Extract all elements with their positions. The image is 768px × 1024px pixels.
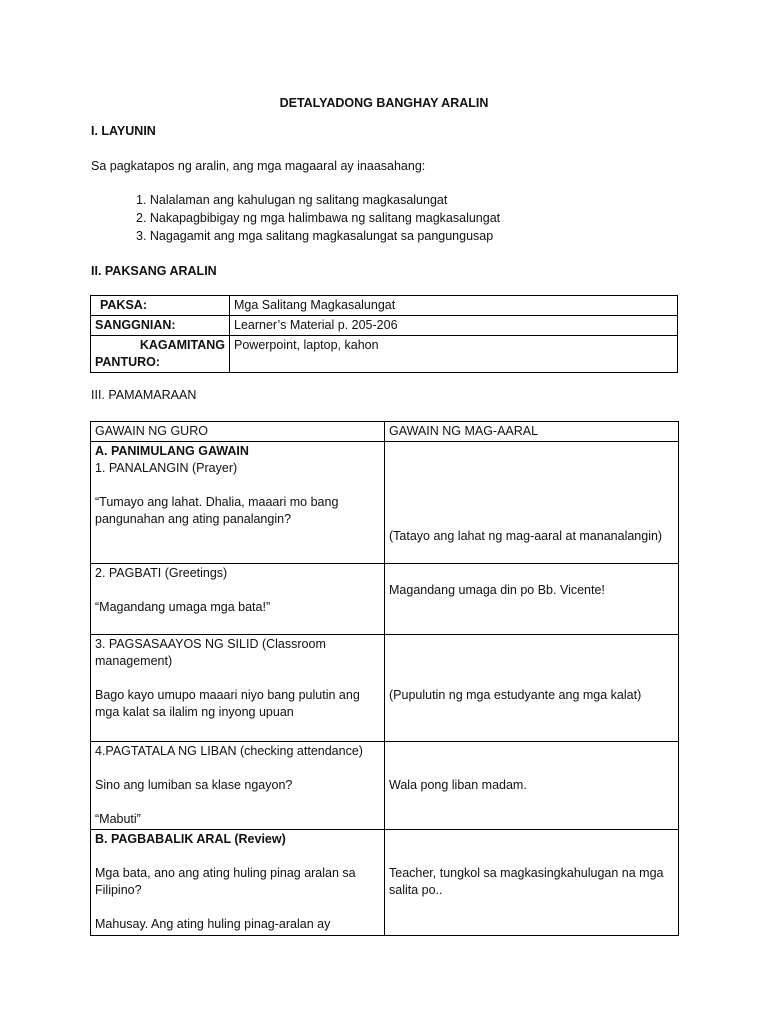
activity-heading: 3. PAGSASAAYOS NG SILID (Classroom (95, 637, 326, 651)
kagamitan-label-line2: PANTURO: (95, 355, 161, 369)
guro-text: pangunahan ang ating panalangin? (95, 512, 292, 526)
student-text: Teacher, tungkol sa magkasingkahulugan na mga (389, 866, 664, 880)
guro-text: “Magandang umaga mga bata!” (95, 600, 271, 614)
student-cell (385, 742, 679, 830)
guro-text: Mga bata, ano ang ating huling pinag aralan sa (95, 866, 356, 880)
kagamitan-label-line1: KAGAMITANG (139, 338, 225, 352)
objective-item: 1. Nalalaman ang kahulugan ng salitang magkasalungat (136, 193, 448, 207)
kagamitan-value: Powerpoint, laptop, kahon (230, 336, 678, 373)
guro-text: Bago kayo umupo maaari niyo bang pulutin ang (95, 688, 360, 702)
guro-text: “Tumayo ang lahat. Dhalia, maaari mo bang (95, 495, 339, 509)
table-row (91, 564, 679, 635)
pamamaraan-table (90, 421, 679, 936)
guro-text: Sino ang lumiban sa klase ngayon? (95, 778, 293, 792)
paksang-aralin-table (90, 295, 678, 373)
objective-item: 3. Nagagamit ang mga salitang magkasalungat sa pangungusap (136, 229, 494, 243)
sanggunian-value: Learner’s Material p. 205-206 (230, 316, 678, 336)
guro-cell (91, 635, 385, 742)
paksa-value: Mga Salitang Magkasalungat (230, 296, 678, 316)
student-cell (385, 635, 679, 742)
column-header-guro: GAWAIN NG GURO (91, 422, 385, 442)
student-text: Magandang umaga din po Bb. Vicente! (389, 583, 605, 597)
student-text: Wala pong liban madam. (389, 778, 527, 792)
document-title: DETALYADONG BANGHAY ARALIN (279, 96, 489, 110)
objective-item: 2. Nakapagbibigay ng mga halimbawa ng salitang magkasalungat (136, 211, 501, 225)
guro-text: Filipino? (95, 883, 142, 897)
paksa-label: PAKSA: (91, 296, 230, 316)
part-heading: A. PANIMULANG GAWAIN (95, 444, 249, 458)
objectives-list (136, 192, 500, 246)
guro-cell (91, 442, 385, 564)
section-heading-pamamaraan: III. PAMAMARAAN (91, 388, 197, 402)
table-row (91, 635, 679, 742)
guro-text: Mahusay. Ang ating huling pinag-aralan ay (95, 917, 331, 931)
student-text: salita po.. (389, 883, 443, 897)
kagamitan-label (91, 336, 230, 373)
table-row (91, 316, 678, 336)
table-row (91, 442, 679, 564)
table-header-row (91, 422, 679, 442)
objectives-intro: Sa pagkatapos ng aralin, ang mga magaaral ay inaasahang: (91, 159, 426, 173)
part-heading: B. PAGBABALIK ARAL (Review) (95, 832, 286, 846)
student-cell (385, 442, 679, 564)
table-row (91, 336, 678, 373)
section-heading-layunin: I. LAYUNIN (91, 124, 156, 138)
guro-cell (91, 830, 385, 936)
activity-heading: 1. PANALANGIN (Prayer) (95, 461, 238, 475)
sanggunian-label: SANGGNIAN: (91, 316, 230, 336)
student-cell (385, 564, 679, 635)
student-text: (Tatayo ang lahat ng mag-aaral at mananalangin) (389, 529, 663, 543)
activity-heading: 4.PAGTATALA NG LIBAN (checking attendance) (95, 744, 363, 758)
guro-text: “Mabuti” (95, 812, 141, 826)
section-heading-paksang-aralin: II. PAKSANG ARALIN (91, 264, 217, 278)
student-cell (385, 830, 679, 936)
activity-heading: management) (95, 654, 173, 668)
guro-cell (91, 742, 385, 830)
table-row (91, 296, 678, 316)
student-text: (Pupulutin ng mga estudyante ang mga kalat) (389, 688, 642, 702)
guro-text: mga kalat sa ilalim ng inyong upuan (95, 705, 294, 719)
activity-heading: 2. PAGBATI (Greetings) (95, 566, 228, 580)
guro-cell (91, 564, 385, 635)
table-row (91, 830, 679, 936)
table-row (91, 742, 679, 830)
column-header-mag-aaral: GAWAIN NG MAG-AARAL (385, 422, 679, 442)
